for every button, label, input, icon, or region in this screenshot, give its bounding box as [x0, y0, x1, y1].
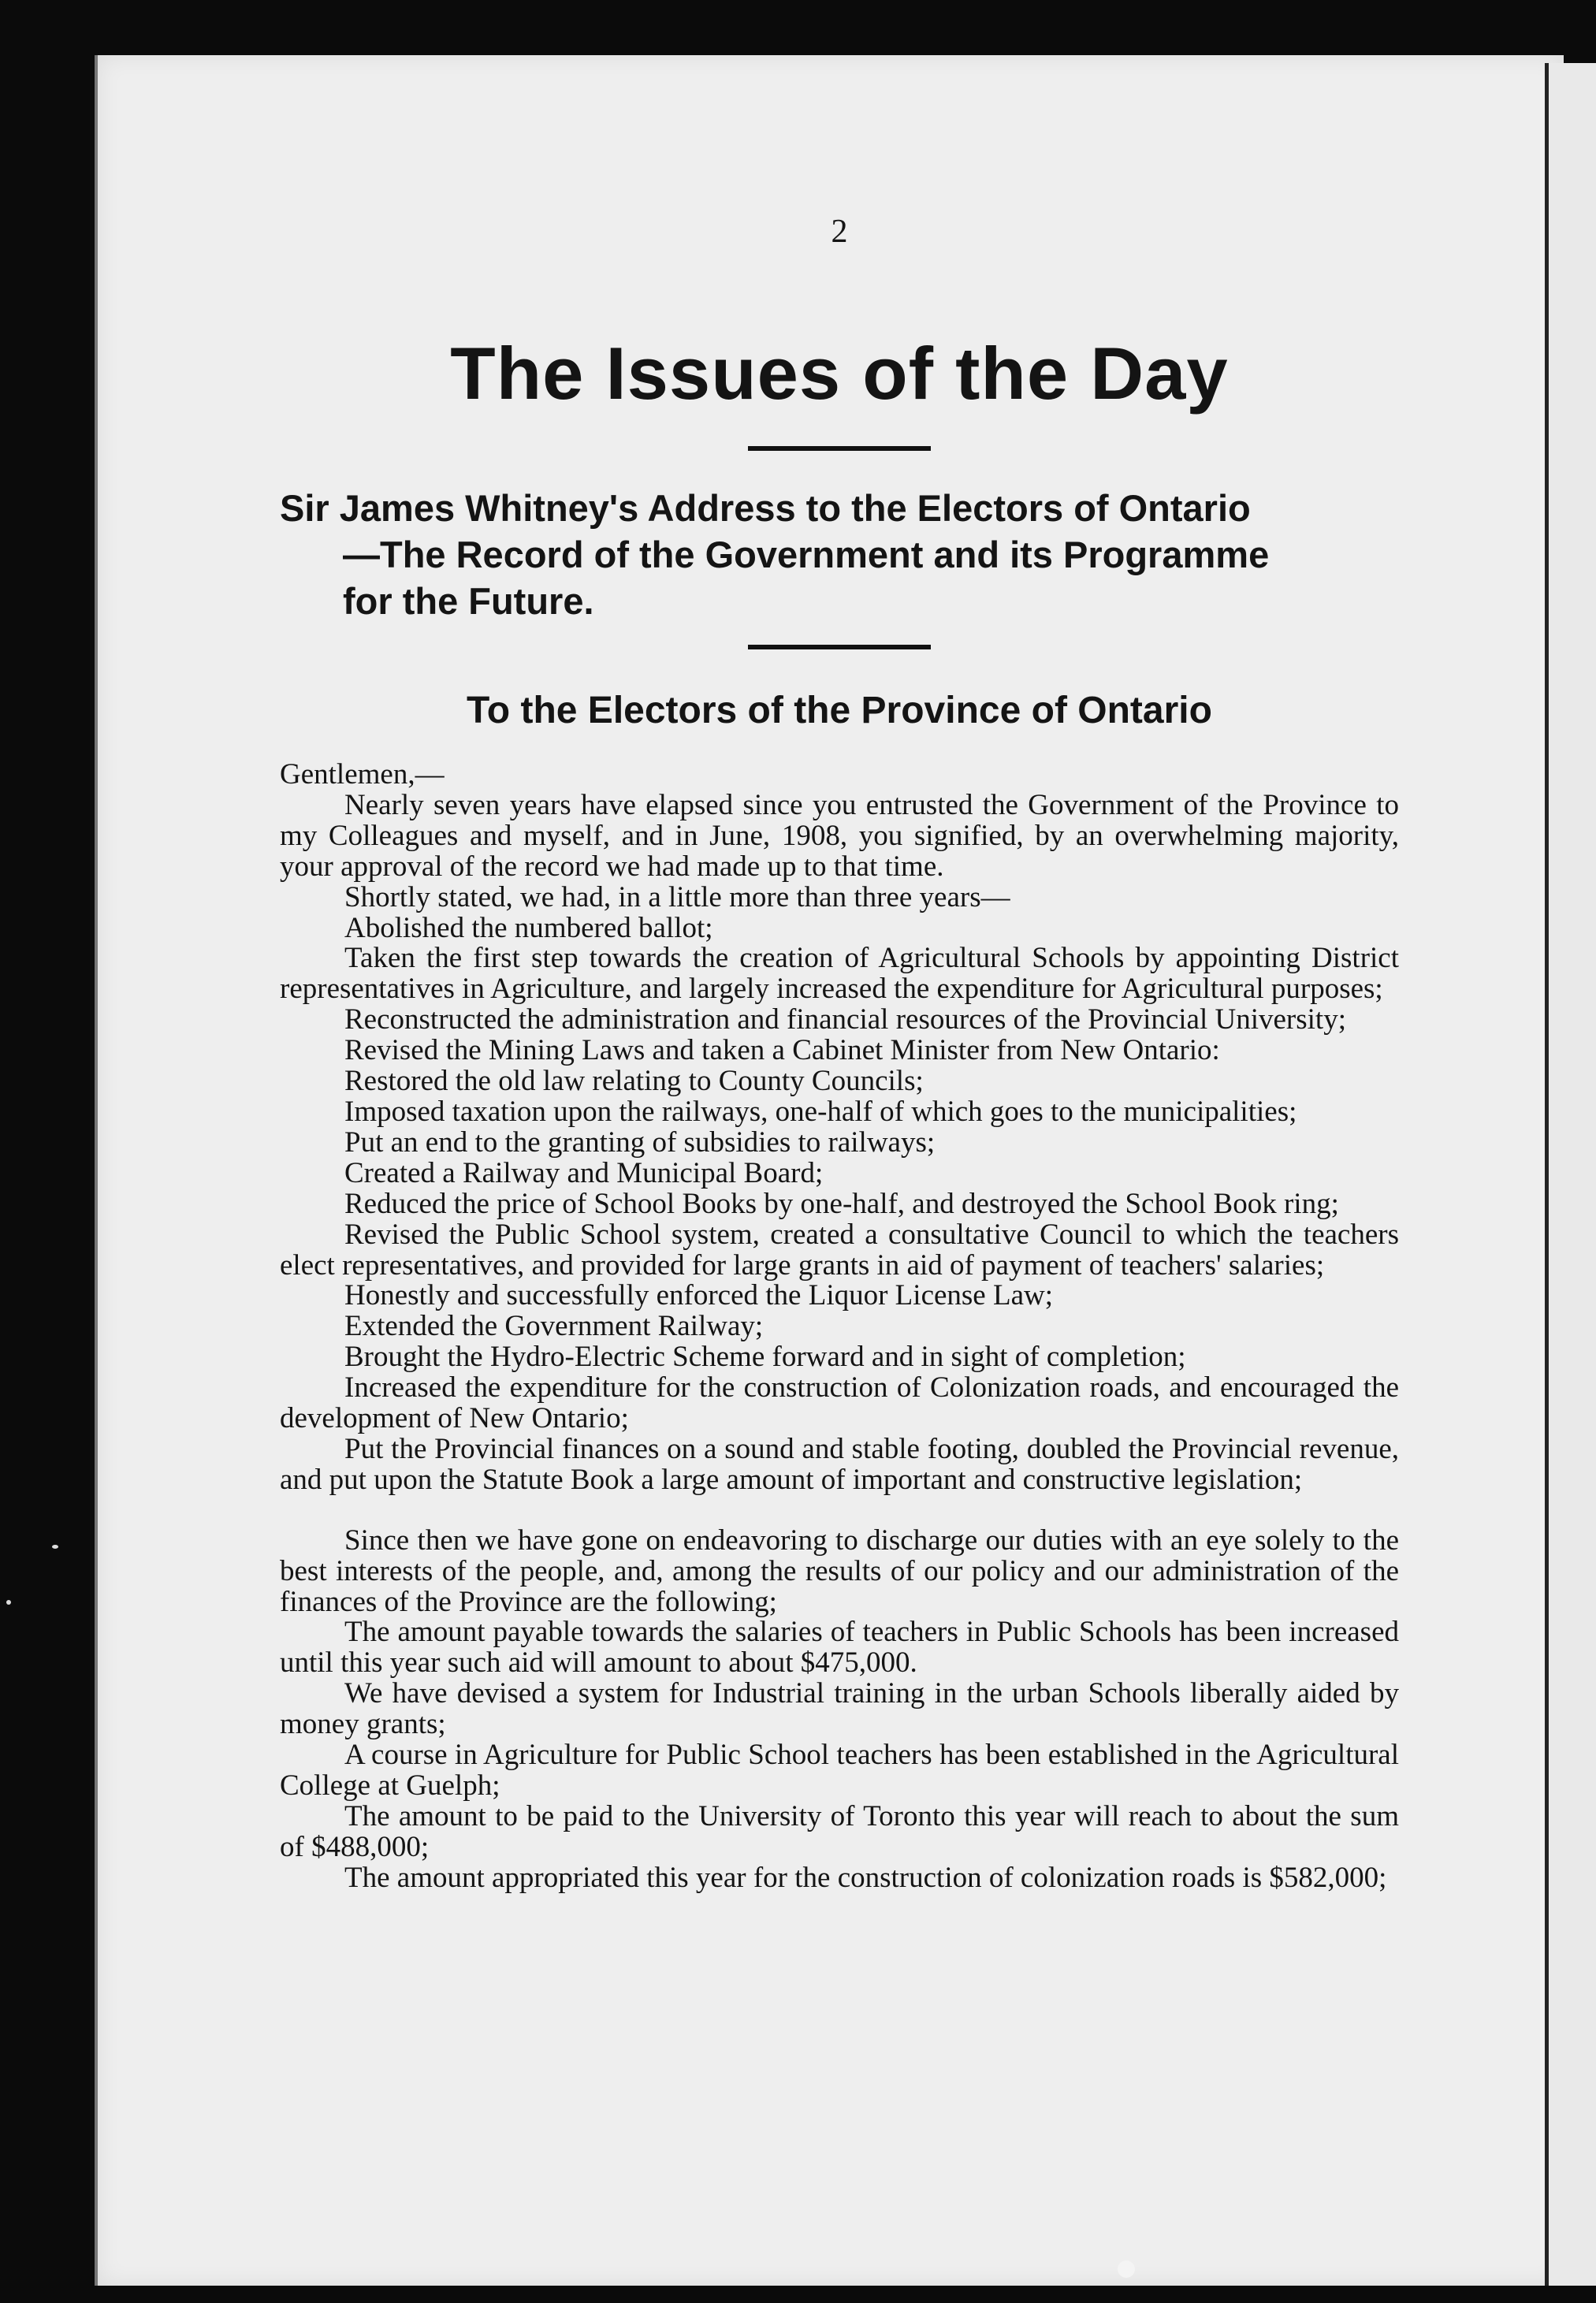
salutation: Gentlemen,—: [280, 758, 445, 791]
title-divider: [748, 446, 931, 451]
subtitle-line: Sir James Whitney's Address to the Electors of Ontario: [280, 487, 1251, 529]
paragraph: Nearly seven years have elapsed since you entrusted the Government of the Province to my Colleagues and myself, and in June, 1908, you signified, by an overwhelming majority, your approval of the record we had made up to that time.: [280, 788, 1399, 883]
list-item: Extended the Government Railway;: [344, 1310, 764, 1343]
page-number: 2: [831, 214, 848, 250]
list-item: We have devised a system for Industrial training in the urban Schools liberally aided by money grants;: [280, 1677, 1399, 1741]
subtitle: [280, 485, 1399, 624]
subtitle-divider: [748, 645, 931, 649]
paragraph: Shortly stated, we had, in a little more than three years—: [344, 880, 1010, 913]
list-item: Put an end to the granting of subsidies to railways;: [344, 1125, 936, 1159]
speck: [1118, 2260, 1135, 2278]
page-title: The Issues of the Day: [450, 332, 1229, 415]
list-item: Brought the Hydro-Electric Scheme forward and in sight of completion;: [344, 1341, 1186, 1374]
list-item: The amount payable towards the salaries of teachers in Public Schools has been increased until this year such aid will amount to about $475,000.: [280, 1616, 1399, 1680]
speck: [52, 1545, 58, 1549]
speck: [6, 1600, 11, 1605]
adjacent-page-edge: [1545, 63, 1596, 2286]
list-item: Honestly and successfully enforced the Liquor License Law;: [344, 1279, 1054, 1312]
list-item: Taken the first step towards the creation of Agricultural Schools by appointing District representatives in Agriculture, and largely increased the expenditure for Agricultural purposes;: [280, 942, 1399, 1006]
list-item: Reduced the price of School Books by one-half, and destroyed the School Book ring;: [344, 1187, 1339, 1220]
list-item: The amount to be paid to the University of Toronto this year will reach to about the sum of $488,000;: [280, 1799, 1399, 1863]
list-item: Put the Provincial finances on a sound and stable footing, doubled the Provincial revenue, and put upon the Statute Book a large amount of important and constructive legislation;: [280, 1432, 1399, 1496]
list-item: Imposed taxation upon the railways, one-half of which goes to the municipalities;: [344, 1095, 1297, 1128]
letter-body: [280, 760, 1399, 1894]
list-item: Created a Railway and Municipal Board;: [344, 1156, 824, 1189]
list-item: Increased the expenditure for the construction of Colonization roads, and encouraged the development of New Ontario;: [280, 1371, 1399, 1435]
subtitle-line: —The Record of the Government and its Programme: [343, 534, 1270, 575]
paragraph: Since then we have gone on endeavoring to discharge our duties with an eye solely to the best interests of the people, and, among the results of our policy and our administration of the finances of the Province are the following;: [280, 1524, 1399, 1618]
list-item: A course in Agriculture for Public School teachers has been established in the Agricultural College at Guelph;: [280, 1739, 1399, 1802]
address-heading: To the Electors of the Province of Ontario: [467, 690, 1212, 731]
list-item: Reconstructed the administration and financial resources of the Provincial University;: [344, 1003, 1346, 1036]
list-item: Restored the old law relating to County Councils;: [344, 1065, 924, 1098]
list-item: Revised the Public School system, created a consultative Council to which the teachers elect representatives, and provided for large grants in aid of payment of teachers' salaries;: [280, 1218, 1399, 1282]
list-item: Abolished the numbered ballot;: [344, 911, 713, 944]
subtitle-line: for the Future.: [343, 580, 594, 622]
list-item: Revised the Mining Laws and taken a Cabinet Minister from New Ontario:: [344, 1034, 1220, 1067]
list-item: The amount appropriated this year for the construction of colonization roads is $582,000;: [344, 1861, 1387, 1894]
